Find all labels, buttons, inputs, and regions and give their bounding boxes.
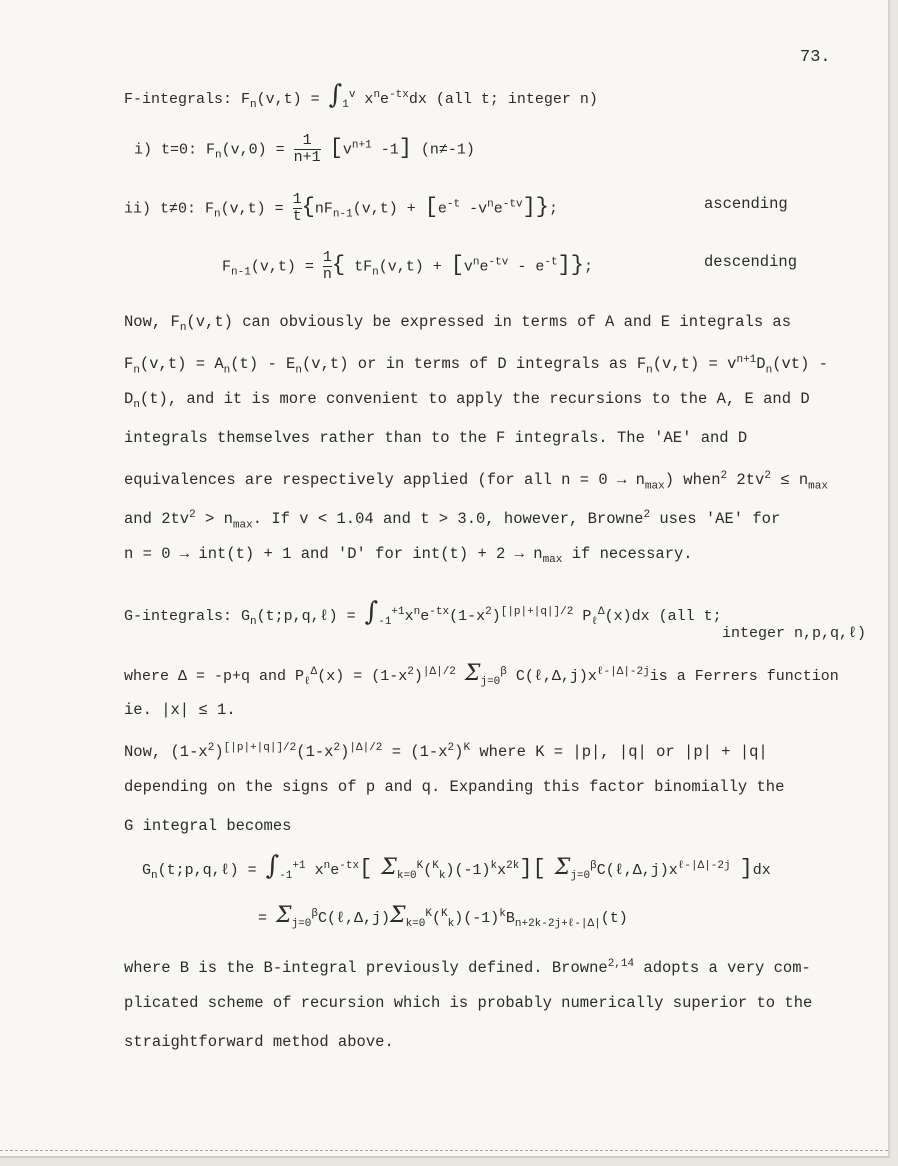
paragraph-line: ie. |x| ≤ 1. — [124, 701, 236, 719]
paragraph-line: integrals themselves rather than to the F integrals. The 'AE' and D — [124, 429, 748, 447]
descending-label: descending — [704, 253, 798, 271]
paragraph-line: G integral becomes — [124, 817, 292, 835]
paragraph-line: plicated scheme of recursion which is probably numerically superior to the — [124, 994, 813, 1012]
f-integral-case-i: i) t=0: $F_n(v,0)$ = $\frac{1}{n+1}$ [$v^{n+1}$ -1] (n≠-1) — [134, 132, 475, 166]
g-integral-definition-tail: integer n,p,q,ℓ) — [722, 625, 867, 642]
paragraph-line: straightforward method above. — [124, 1033, 394, 1051]
paragraph-line: Now, $F_n(v,t)$ can obviously be expressed in terms of A and E integrals as — [124, 313, 792, 335]
f-integral-definition: F-integrals: $F_n(v,t) = \int_1^v$ $x^ne^{-tx}dx$ (all t; integer n) — [124, 80, 598, 111]
paragraph-line: Now, $(1-x^2)^{[|p|+|q|]/2}(1-x^2)^{|\Delta|/2} = (1-x^2)^K$ where K = |p|, |q| or |p| + |q| — [124, 742, 768, 762]
paragraph-line: $D_n(t)$, and it is more convenient to apply the recursions to the A, E and D — [124, 390, 810, 412]
f-integral-case-ii: ii) t≠0: $F_n(v,t)$ = $\frac{1}{t}$ {$nF_{n-1}(v,t) + [e^{-t}$ $-v^ne^{-tv}$]}; — [124, 191, 558, 225]
page-number: 73. — [800, 48, 831, 67]
paragraph-line: depending on the signs of p and q. Expanding this factor binomially the — [124, 778, 785, 796]
g-expansion-line-1: $G_n(t;p,q,\ell) = \int_{-1}^{+1}$ $x^ne^{-tx}$[ $\Sigma_{k=0}^K(^K_k)(-1)^kx^{2k}$][ $\Sigma_{j=0}^\beta C(\ell,\Delta,j)x^{\ell-|\Delta|-2j}$ ]dx — [142, 851, 771, 882]
page-edge — [0, 1150, 888, 1153]
g-integral-definition: G-integrals: $G_n(t;p,q,\ell) = \int_{-1}^{+1}x^ne^{-tx}(1-x^2)^{[|p|+|q|]/2}$ $P_\ell^\Delta(x)dx$ (all t; — [124, 597, 722, 628]
paragraph-line: equivalences are respectively applied (for all $n = 0 \to n_{max}$) when$^2$ $2tv^2 \le n_{max}$ — [124, 470, 828, 493]
paragraph-line: and $2tv^2 > n_{max}$. If v < 1.04 and t > 3.0, however, Browne$^2$ uses 'AE' for — [124, 509, 781, 532]
ascending-label: ascending — [704, 195, 788, 213]
g-expansion-line-2: = $\Sigma_{j=0}^\beta C(\ell,\Delta,j)\Sigma_{k=0}^K(^K_k)(-1)^kB_{n+2k-2j+\ell-|\Delta|}(t)$ — [258, 903, 628, 930]
f-integral-descending: $F_{n-1}(v,t)$ = $\frac{1}{n}$ { $tF_n(v,t) + [v^ne^{-tv} - e^{-t}]$}; — [222, 249, 593, 283]
paragraph-line: n = 0 → int(t) + 1 and 'D' for $int(t) + 2 \to n_{max}$ if necessary. — [124, 545, 693, 567]
paragraph-line: $F_n(v,t) = A_n(t) - E_n(v,t)$ or in terms of D integrals as $F_n(v,t) = v^{n+1}D_n(vt)$ - — [124, 354, 829, 377]
ferrers-definition: where Δ = -p+q and $P_\ell^\Delta(x) = (1-x^2)^{|\Delta|/2}$ $\Sigma_{j=0}^\beta$ $C(\ell,\Delta,j)x^{\ell-|\Delta|-2j}is$ a Ferrers function — [124, 661, 839, 688]
paragraph-line: where B is the B-integral previously defined. Browne$^{2,14}$ adopts a very com- — [124, 958, 811, 978]
